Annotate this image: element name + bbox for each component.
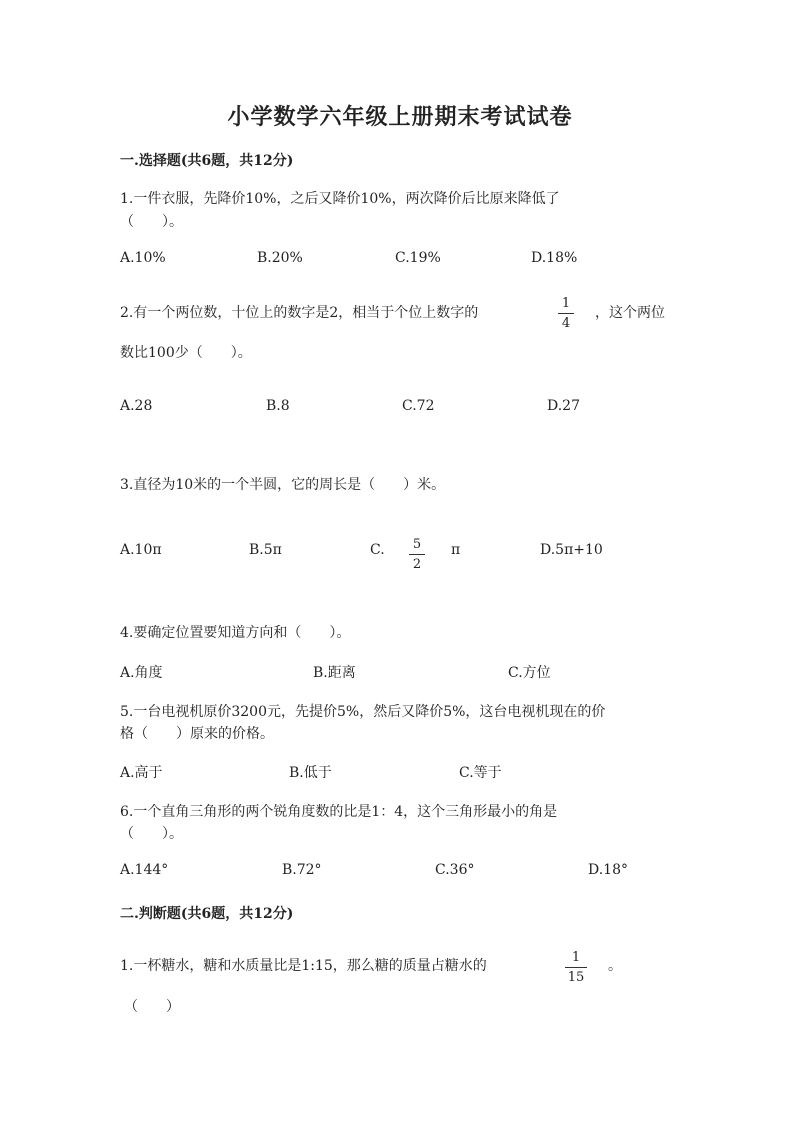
q3-fraction-bar <box>409 554 425 555</box>
question-1-blank: （ ）。 <box>120 214 183 230</box>
q2-option-b: B.8 <box>266 398 290 414</box>
judgment-q1-fraction-bar <box>565 967 587 968</box>
question-5-text: 5.一台电视机原价3200元，先提价5%，然后又降价5%，这台电视机现在的价 <box>120 704 606 720</box>
judgment-question-1-text: 1.一杯糖水，糖和水质量比是1:15，那么糖的质量占糖水的 <box>120 958 487 974</box>
q6-option-b: B.72° <box>282 862 322 878</box>
judgment-q1-fraction-numerator: 1 <box>571 950 581 965</box>
q4-option-a: A.角度 <box>120 665 163 681</box>
q3-option-c: C. <box>370 542 385 558</box>
q2-option-c: C.72 <box>402 398 435 414</box>
q1-option-a: A.10% <box>120 250 166 266</box>
question-1-text: 1.一件衣服，先降价10%，之后又降价10%，两次降价后比原来降低了 <box>120 191 560 207</box>
q1-option-d: D.18% <box>531 250 578 266</box>
q2-fraction-numerator: 1 <box>561 296 571 311</box>
question-6-blank: （ ）。 <box>120 826 183 842</box>
q6-option-c: C.36° <box>435 862 475 878</box>
q1-option-b: B.20% <box>257 250 303 266</box>
q5-option-a: A.高于 <box>120 765 163 781</box>
q1-option-c: C.19% <box>395 250 441 266</box>
q6-option-a: A.144° <box>120 862 169 878</box>
question-5-line2: 格（ ）原来的价格。 <box>120 726 274 742</box>
question-4-text: 4.要确定位置要知道方向和（ ）。 <box>120 625 351 641</box>
q3-fraction-denominator: 2 <box>412 557 422 572</box>
q2-option-d: D.27 <box>547 398 580 414</box>
page-title: 小学数学六年级上册期末考试试卷 <box>227 104 573 130</box>
q3-option-c-pi: π <box>451 542 461 558</box>
judgment-q1-answer-blank: （ ） <box>124 999 180 1015</box>
question-2-line2: 数比100少（ ）。 <box>120 345 252 361</box>
q5-option-c: C.等于 <box>459 765 502 781</box>
q2-option-a: A.28 <box>120 398 153 414</box>
q2-fraction-bar <box>558 313 574 314</box>
judgment-q1-fraction-denominator: 15 <box>567 970 585 985</box>
q3-option-d: D.5π+10 <box>540 542 603 558</box>
q5-option-b: B.低于 <box>289 765 332 781</box>
q2-fraction <box>558 297 574 330</box>
question-2-text-after: ，这个两位 <box>595 305 665 321</box>
section-heading-choice: 一.选择题(共6题，共12分) <box>120 153 294 169</box>
question-6-text: 6.一个直角三角形的两个锐角度数的比是1：4，这个三角形最小的角是 <box>120 804 558 820</box>
q4-option-c: C.方位 <box>508 665 551 681</box>
q6-option-d: D.18° <box>588 862 628 878</box>
q3-fraction-numerator: 5 <box>412 537 422 552</box>
q3-option-c-fraction <box>409 538 425 571</box>
judgment-q1-fraction <box>565 951 587 984</box>
q3-option-a: A.10π <box>120 542 162 558</box>
q3-option-b: B.5π <box>249 542 282 558</box>
question-2-text: 2.有一个两位数，十位上的数字是2，相当于个位上数字的 <box>120 305 479 321</box>
judgment-question-1-text-after: 。 <box>608 958 622 974</box>
section-heading-judgment: 二.判断题(共6题，共12分) <box>120 906 294 922</box>
q4-option-b: B.距离 <box>313 665 356 681</box>
question-3-text: 3.直径为10米的一个半圆，它的周长是（ ）米。 <box>120 477 446 493</box>
q2-fraction-denominator: 4 <box>561 316 571 331</box>
